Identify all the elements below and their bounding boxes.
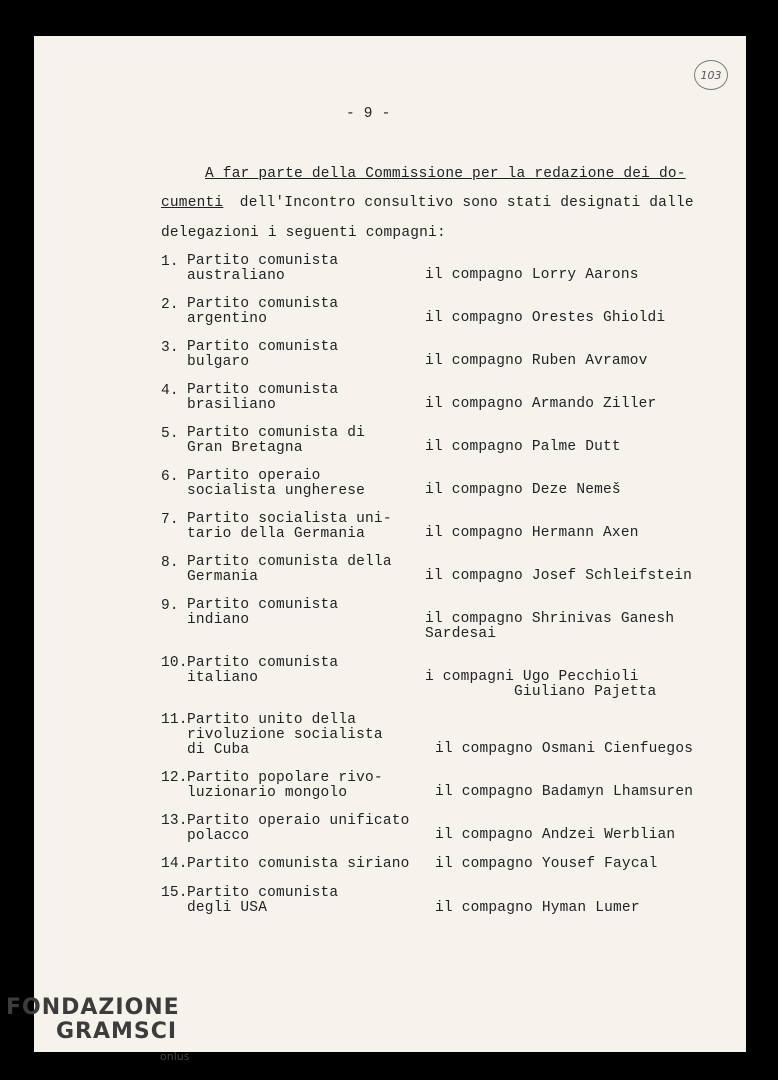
party-line: Partito comunista della (187, 554, 392, 570)
party-line: Germania (187, 569, 259, 585)
delegate-line: il compagno Palme Dutt (425, 439, 621, 455)
entry-number: 14. (161, 856, 188, 872)
party-line: Partito comunista di (187, 425, 366, 441)
entry-number: 8. (161, 555, 179, 571)
party-line: australiano (187, 268, 285, 284)
delegate-line: il compagno Josef Schleifstein (425, 568, 693, 584)
delegate-line: il compagno Badamyn Lhamsuren (435, 784, 694, 800)
delegate-line: Giuliano Pajetta (425, 684, 657, 700)
intro-line-2: dell'Incontro consultivo sono stati designati dalle (222, 195, 694, 211)
delegate-line: il compagno Shrinivas Ganesh (425, 611, 675, 627)
entry-number: 12. (161, 770, 188, 786)
party-line: argentino (187, 311, 268, 327)
intro-line-2-underlined: cumenti (161, 195, 224, 211)
party-line: Partito comunista (187, 597, 339, 613)
entry-number: 9. (161, 598, 179, 614)
delegate-line: il compagno Hyman Lumer (435, 900, 640, 916)
entry-number: 2. (161, 297, 179, 313)
party-line: Partito comunista siriano (187, 856, 410, 872)
party-line: brasiliano (187, 397, 277, 413)
party-line: di Cuba (187, 742, 250, 758)
party-line: Partito comunista (187, 253, 339, 269)
archive-watermark-logo (6, 996, 180, 1044)
archive-number-stamp: 103 (694, 60, 728, 90)
party-line: Partito comunista (187, 339, 339, 355)
delegate-line: il compagno Armando Ziller (425, 396, 657, 412)
watermark-line-2: GRAMSCI (56, 1019, 178, 1044)
delegate-line: il compagno Ruben Avramov (425, 353, 648, 369)
delegate-line: Sardesai (425, 626, 497, 642)
party-line: Partito comunista (187, 885, 339, 901)
page-number: - 9 - (346, 106, 391, 122)
intro-line-3: delegazioni i seguenti compagni: (161, 225, 446, 241)
party-line: Partito operaio (187, 468, 321, 484)
party-line: bulgaro (187, 354, 250, 370)
party-line: Partito comunista (187, 296, 339, 312)
delegate-line: i compagni Ugo Pecchioli (425, 669, 639, 685)
entry-number: 15. (161, 885, 188, 901)
party-line: tario della Germania (187, 526, 366, 542)
entry-number: 13. (161, 813, 188, 829)
entry-number: 4. (161, 383, 179, 399)
entry-number: 1. (161, 254, 179, 270)
party-line: Partito comunista (187, 382, 339, 398)
delegate-line: il compagno Yousef Faycal (435, 856, 658, 872)
party-line: Partito unito della (187, 712, 357, 728)
entry-number: 10. (161, 655, 188, 671)
delegate-line: il compagno Lorry Aarons (425, 267, 639, 283)
watermark-line-1: FONDAZIONE (6, 995, 180, 1020)
entry-number: 7. (161, 512, 179, 528)
party-line: rivoluzione socialista (187, 727, 383, 743)
delegate-line: il compagno Osmani Cienfuegos (435, 741, 694, 757)
delegate-line: il compagno Hermann Axen (425, 525, 639, 541)
party-line: indiano (187, 612, 250, 628)
intro-line-1: A far parte della Commissione per la redazione dei do- (205, 166, 686, 182)
entry-number: 6. (161, 469, 179, 485)
delegate-line: il compagno Orestes Ghioldi (425, 310, 666, 326)
party-line: Gran Bretagna (187, 440, 303, 456)
delegate-line: il compagno Deze Nemeš (425, 482, 621, 498)
party-line: polacco (187, 828, 250, 844)
delegate-line: il compagno Andzei Werblian (435, 827, 676, 843)
party-line: degli USA (187, 900, 268, 916)
party-line: Partito popolare rivo- (187, 770, 383, 786)
party-line: italiano (187, 670, 259, 686)
entry-number: 11. (161, 712, 188, 728)
watermark-suffix: onlus (160, 1050, 190, 1063)
entry-number: 3. (161, 340, 179, 356)
party-line: socialista ungherese (187, 483, 366, 499)
entry-number: 5. (161, 426, 179, 442)
party-line: luzionario mongolo (187, 785, 348, 801)
party-line: Partito operaio unificato (187, 813, 410, 829)
party-line: Partito comunista (187, 655, 339, 671)
party-line: Partito socialista uni- (187, 511, 392, 527)
